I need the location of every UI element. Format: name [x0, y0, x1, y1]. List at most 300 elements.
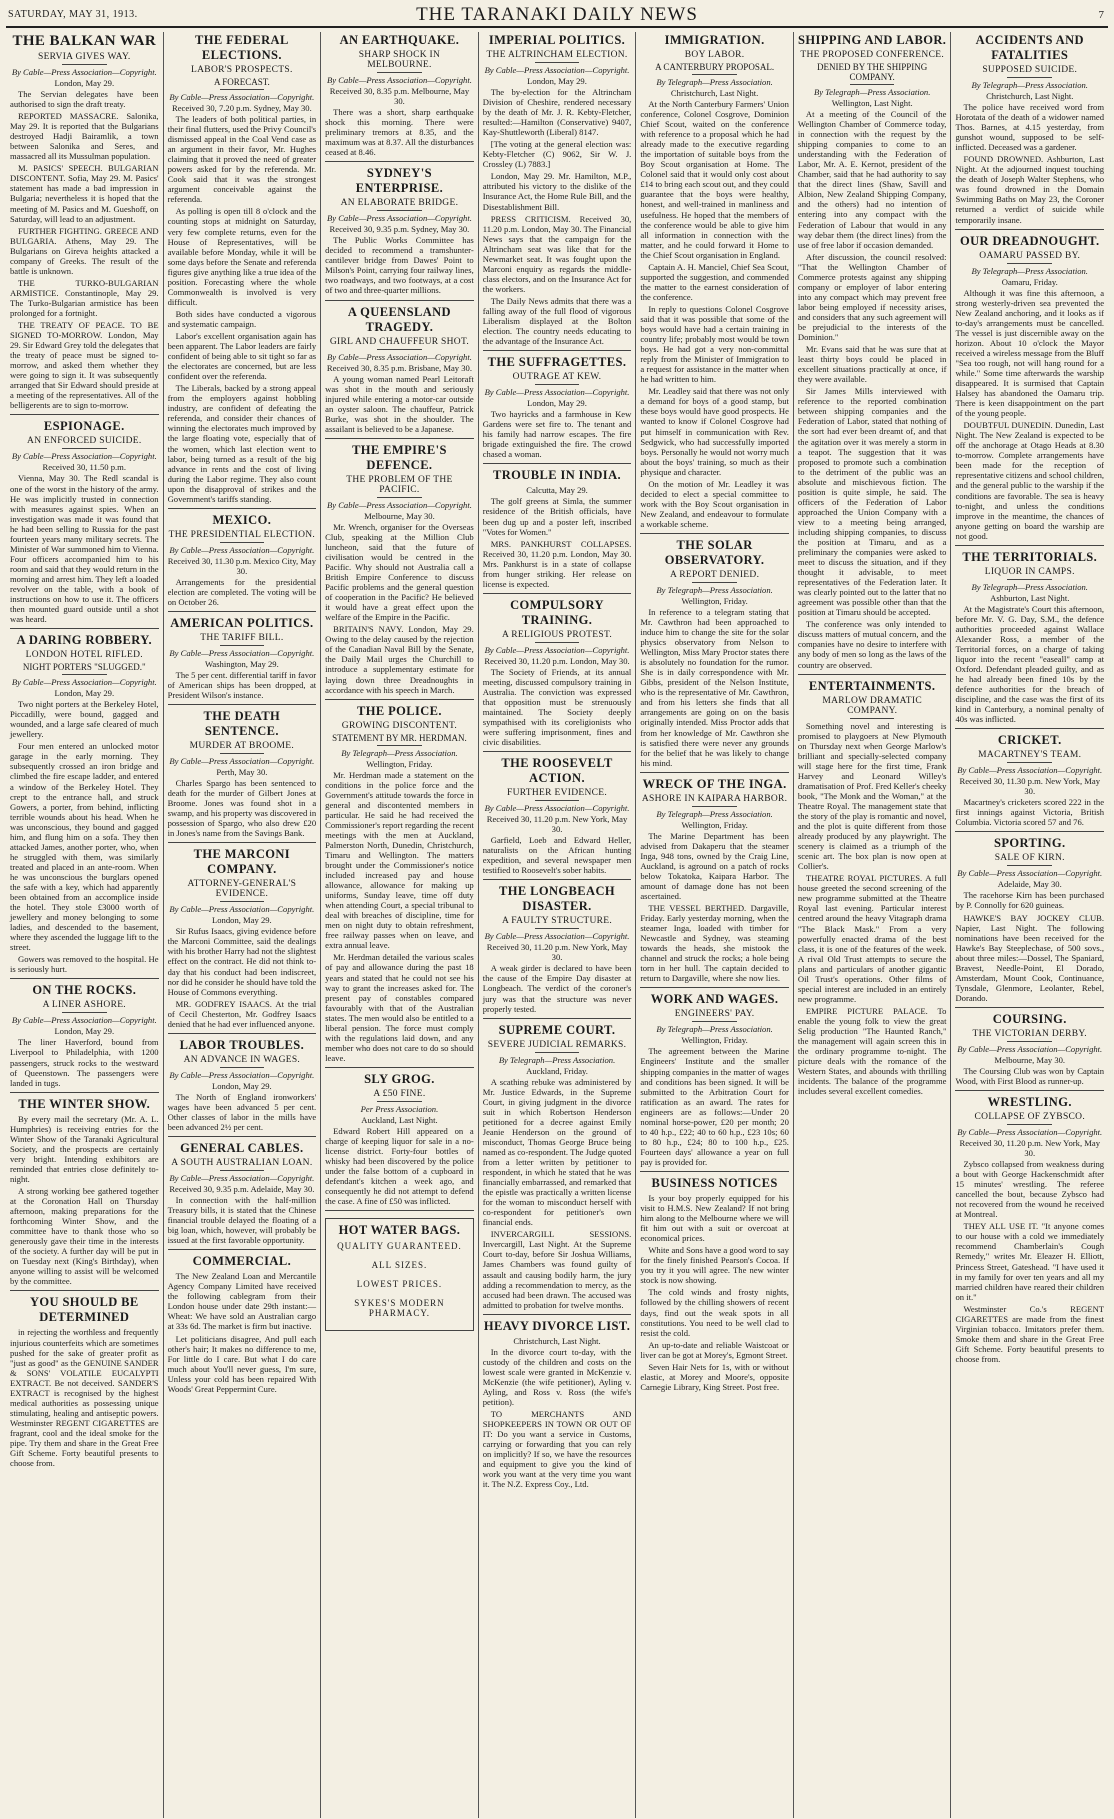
article	[10, 978, 159, 1087]
byline: By Cable—Press Association—Copyright.	[169, 647, 315, 658]
article	[955, 545, 1104, 725]
article	[955, 728, 1104, 827]
advertisement	[325, 1218, 474, 1331]
divider	[1007, 77, 1052, 78]
headline: THE EMPIRE'S DEFENCE.	[352, 442, 447, 472]
divider	[62, 448, 107, 449]
byline: By Cable—Press Association—Copyright.	[957, 765, 1103, 776]
page-number: 7	[1098, 9, 1104, 21]
paragraph: The agreement between the Marine Engineers' Institute and the smaller shipping companies in the matter of wages and conditions has been signed. It will be submitted to the Arbitration Court for ratification as an award. The rates for engineers are as follows:—Under 20 nominal horse-power, £20 per month; 20 to 40 h.p., £22; 40 to 60 h.p., £23 10s; 60 to 80 h.p., £24; 80 to 100 h.p., £25. Fourteen days' allowance a year on full pay is provided for.	[640, 1046, 789, 1167]
divider	[220, 753, 265, 754]
subheadline: SUPPOSED SUICIDE.	[982, 65, 1078, 75]
paragraph: Let politicians disagree, And pull each other's hair; It makes no difference to me, For little do I care. But what I do care much about You'll never guess, I'm sure, Unless your cold has been repaired With Woods' Great Peppermint Cure.	[167, 1333, 317, 1394]
divider	[535, 1052, 580, 1053]
subheadline: ASHORE IN KAIPARA HARBOR.	[641, 793, 788, 804]
dateline: London, May 29.	[212, 915, 272, 926]
headline: A QUEENSLAND TRAGEDY.	[347, 304, 451, 334]
divider	[535, 928, 580, 929]
subheadline: MARLOW DRAMATIC COMPANY.	[822, 695, 922, 716]
paragraph: Sir James Mills interviewed with reference to the reported combination between shipping companies and the Federation of Labor, stated that nothing of the sort had ever been dreamt of, and that the agitation over it was merely a storm in a teapot. The suggestion that it was proposed to promote such a combination to the detriment of the public was an absolute and mischievous fiction. The position is quite simple, he said. The officers of the Federation of Labor approached the Union Company with a view to a meeting being arranged, including shipping companies, to discuss the position at Timaru, and as a preliminary the companies were asked to meet to discuss the situation, and if they thought it advisable, to meet representatives of the Federation later. It was clearly pointed out to the latter that no agreement was possible other than that the position at Timaru should be accepted.	[797, 386, 947, 618]
dateline: Calcutta, May 29.	[526, 485, 588, 496]
headline: COURSING.	[992, 1011, 1067, 1026]
headline: THE DEATH SENTENCE.	[203, 709, 281, 739]
subheadline: A £50 FINE.	[373, 1088, 426, 1099]
column-6	[793, 32, 951, 1818]
article	[168, 704, 317, 838]
byline: By Cable—Press Association—Copyright.	[957, 1043, 1103, 1054]
subheadline: BOY LABOR.	[684, 50, 745, 60]
paragraph: The racehorse Kirn has been purchased by P. Connolly for 620 guineas.	[955, 890, 1105, 911]
paragraph: The conference was only intended to discuss matters of mutual concern, and the companies have no desire to interfere with any body of men so long as the laws of the country are observed.	[797, 619, 947, 670]
subheadline: SEVERE JUDICIAL REMARKS.	[487, 1039, 627, 1050]
dateline: London, May 29.	[527, 76, 587, 86]
dateline: Wellington, Friday.	[681, 819, 748, 830]
byline: By Telegraph—Press Association.	[813, 87, 931, 97]
divider	[377, 72, 422, 73]
subheadline: A LINER ASHORE.	[42, 1000, 126, 1011]
paragraph: FOUND DROWNED. Ashburton, Last Night. At the adjourned inquest touching the death of Joseph Walter Stephens, who was found drowned in the Domain Swimming Baths on May 23, the Coroner returned a verdict of suicide while temporarily insane.	[955, 154, 1105, 225]
subheadline-secondary: A CANTERBURY PROPOSAL.	[655, 62, 775, 72]
paragraph: The golf greens at Simla, the summer residence of the British officials, have been dug up and a poster left, inscribed "Votes for Women."	[482, 496, 632, 537]
article	[10, 1290, 159, 1468]
divider	[220, 645, 265, 646]
divider	[850, 718, 895, 719]
headline: THE BALKAN WAR	[12, 33, 157, 49]
paragraph: In reply to questions Colonel Cosgrove said that it was possible that some of the boys would have had a certain training in country life; probably most would be town boys. He had got a very non-committal reply from the Minister of Immigration to a request for assistance in the matter when he had written to him.	[640, 303, 789, 385]
masthead	[6, 4, 1108, 28]
paragraph: Seven Hair Nets for 1s, with or without elastic, at Morey and Moore's, opposite Carnegie Library, King Street. Post free.	[640, 1361, 789, 1392]
dateline: Wellington, Friday.	[681, 1035, 748, 1046]
divider	[62, 64, 107, 65]
paragraph: A young woman named Pearl Leitoraft was shot in the mouth and seriously injured while entering a motor-car outside an oyster saloon. The chauffeur, Patrick Burke, was shot in the shoulder. The assailant is believed to be a Japanese.	[325, 373, 474, 434]
article	[168, 1033, 317, 1132]
dateline: Received 30, 9.35 p.m. Sydney, May 30.	[329, 224, 470, 235]
headline: AN EARTHQUAKE.	[339, 33, 460, 47]
dateline: Received 30, 8.35 p.m. Brisbane, May 30.	[326, 362, 472, 373]
paragraph: Mr. Herdman made a statement on the conditions in the police force and the Government's attitude towards the force in general and discontented members in particular. He said he had received the Commissioner's report regarding the recent meetings with the men at Auckland, Palmerston North, Dunedin, Christchurch, Timaru and Wellington. The matters brought under the Commissioner's notice included increased pay and house allowance, allowance for making up uniforms, Sunday leave, time off duty when attending Court, a special tribunal to deal with breaches of discipline, time for men on night duty to obtain refreshment, free railway passes when on leave, and extra annual leave.	[325, 769, 474, 951]
subheadline: GIRL AND CHAUFFEUR SHOT.	[329, 336, 470, 347]
paragraph: BRITAIN'S NAVY. London, May 29. Owing to the delay caused by the rejection of the Canadian Naval Bill by the Senate, the Daily Mail urges the Churchill to introduce a supplementary estimate for laying down three Dreadnoughts in accordance with his speech in March.	[325, 624, 474, 695]
subheadline: FURTHER EVIDENCE.	[506, 788, 608, 799]
paragraph: The Daily News admits that there was a falling away of the full flood of vigorous Liberalism displayed at the Bolton election. The country needs educating to the advantage of the Insurance Act.	[482, 295, 632, 347]
paragraph: Two hayricks and a farmhouse in Kew Gardens were set fire to. The tenant and his family had narrow escapes. The fire brigade extinguished the fire. The crowd chased a woman.	[482, 409, 632, 460]
paragraph: The Liberals, backed by a strong appeal from the employers against hobbling industry, are confident of defeating the referenda, and consider their chances of winning the electorates much improved by the large floating vote, especially that of the women, which last election went to labor, being turned as a result of the big advance in rents and the cost of living during the Labor regime. They also count upon the disapproval of strikes and the Government's tariffs standing.	[167, 383, 317, 504]
divider	[692, 1021, 737, 1022]
paragraph: The New Zealand Loan and Mercantile Agency Company Limited have received the following cablegram from their London house under date 29th instant:—Wheat: We have sold an Australian cargo at 33s 6d. The market is firm but inactive.	[167, 1271, 317, 1332]
headline: THE TERRITORIALS.	[962, 549, 1098, 564]
headline: ESPIONAGE.	[43, 419, 125, 434]
paragraph: MRS. PANKHURST COLLAPSES. Received 30, 11.20 p.m. London, May 30. Mrs. Pankhurst is in a state of collapse from hunger striking. Her release on license is expected.	[482, 538, 632, 589]
column-2	[163, 32, 321, 1818]
byline: By Telegraph—Press Association.	[656, 77, 773, 87]
byline: By Cable—Press Association—Copyright.	[484, 65, 630, 75]
subheadline: A RELIGIOUS PROTEST.	[501, 629, 613, 640]
dateline: Melbourne, May 30.	[994, 1054, 1066, 1065]
headline: MEXICO.	[212, 512, 272, 527]
paragraph: Two night porters at the Berkeley Hotel, Piccadilly, were bound, gagged and wounded, and a large safe cleared of much jewellery.	[10, 699, 159, 740]
paragraph: White and Sons have a good word to say for the finely finished Pearson's Cocoa. If you try it you will agree. The new winter stock is now showing.	[640, 1245, 789, 1286]
article	[483, 751, 632, 875]
headline: WRESTLING.	[987, 1095, 1072, 1110]
subheadline: SERVIA GIVES WAY.	[37, 52, 131, 62]
subheadline: LABOR'S PROSPECTS.	[191, 65, 293, 75]
paragraph: DOUBTFUL DUNEDIN. Dunedin, Last Night. The New Zealand is expected to be off the anchorage at Otago Heads at 8.30 to-morrow. Complete arrangements have been made for the reception of representative citizens and school children, and the general public to the warship if the conditions are favorable. The sea is heavy to-night, and unless the conditions improve in the meantime, the chances of anyone getting on board the warship are not good.	[955, 420, 1105, 541]
divider	[62, 674, 107, 675]
article	[325, 699, 474, 1063]
dateline: London, May 29.	[212, 1080, 272, 1091]
article	[483, 593, 632, 747]
article	[640, 533, 789, 768]
divider	[220, 542, 265, 543]
divider	[220, 1170, 265, 1171]
dateline: Received 30, 11.30 p.m. New York, May 30.	[959, 776, 1101, 797]
subheadline: GROWING DISCONTENT.	[341, 720, 458, 731]
byline: Per Press Association.	[360, 1103, 439, 1114]
headline: OUR DREADNOUGHT.	[960, 233, 1100, 248]
headline: SHIPPING AND LABOR.	[798, 33, 947, 47]
paragraph: At a meeting of the Council of the Wellington Chamber of Commerce today, in connection with the request by the shipping companies to come to an understanding with the Federation of Labor, Mr. A. E. Kernot, president of the Chamber, said that he had authority to say that the direct lines (Shaw, Savill and Albion, New Zealand Shipping Company, and the others) had no intention of entering into any compact with the Federation of Labour that would in any way debar them (the direct lines) from the use of free labor if occasion demanded.	[797, 109, 947, 250]
paragraph: By every mail the secretary (Mr. A. L. Humphries) is receiving entries for the Winter Show of the Taranaki Agricultural Society, and the prospects are certainly very bright. Intending exhibitors are reminded that entries close definitely to-night.	[10, 1113, 159, 1184]
paragraph: The liner Haverford, bound from Liverpool to Philadelphia, with 1200 passengers, struck rocks to the westward of Queenstown. The passengers were landed in tugs.	[10, 1037, 159, 1088]
headline: GENERAL CABLES.	[180, 1141, 304, 1155]
paragraph: There was a short, sharp earthquake shock this morning. There were preliminary tremors at 8.35, and the maximum was at 8.37. All the disturbances ceased at 8.46.	[325, 107, 474, 158]
subheadline: MURDER AT BROOME.	[189, 741, 295, 752]
article	[168, 1249, 317, 1394]
dateline: Received 30, 11.20 p.m. New York, May 30.	[959, 1138, 1101, 1159]
headline: THE SUFFRAGETTES.	[487, 355, 627, 370]
dateline: London, May 29.	[527, 398, 587, 409]
dateline: Received 30, 8.35 p.m. Melbourne, May 30.	[329, 86, 470, 106]
article	[325, 1067, 474, 1206]
headline: LABOR TROUBLES.	[179, 1037, 305, 1052]
divider	[377, 210, 422, 211]
paragraph: EMPIRE PICTURE PALACE. To enable the young folk to view the great Selig production "The Haunted Ranch," the management will again screen this in the ordinary programme to-night. The picture deals with the romance of the Western States, and abounds with thrilling incidents. The balance of the programme includes several excellent comedies.	[797, 1005, 947, 1097]
divider	[1007, 762, 1052, 763]
headline: IMPERIAL POLITICS.	[488, 33, 626, 47]
paragraph: Labor's excellent organisation again has been apparent. The Labor leaders are fairly confident of being able to sit tight so far as the electorates are concerned, but are less confident over the referenda.	[167, 330, 317, 382]
article	[955, 1007, 1104, 1086]
byline: By Cable—Press Association—Copyright.	[326, 351, 472, 362]
byline: By Cable—Press Association—Copyright.	[169, 1173, 315, 1183]
headline: SYDNEY'S ENTERPRISE.	[355, 166, 444, 196]
subheadline: ATTORNEY-GENERAL'S EVIDENCE.	[187, 879, 297, 900]
paragraph: Is your boy properly equipped for his visit to H.M.S. New Zealand? If not bring him along to the Melbourne where we will fit him out with a suit or overcoat at economical prices.	[640, 1192, 789, 1244]
subheadline: A FAULTY STRUCTURE.	[501, 916, 613, 927]
article	[168, 33, 317, 504]
byline: By Cable—Press Association—Copyright.	[957, 1127, 1103, 1138]
byline: By Cable—Press Association—Copyright.	[11, 451, 157, 462]
paragraph: Gowers was removed to the hospital. He is seriously hurt.	[10, 954, 159, 975]
paragraph: Although it was fine this afternoon, a strong westerly-driven sea prevented the New Zealand anchoring, and it looks as if to-day's arrangements must be cancelled. The vessel is just discernible away on the horizon. About 10 o'clock the Mayor received a wireless message from the Bluff "Sea too rough, not will hang round for a while." Some time afterwards the warship disappeared. It is surmised that Captain Halsey has abandoned the Oamaru trip. There is keen disappointment on the part of the young people.	[955, 287, 1105, 419]
byline: By Cable—Press Association—Copyright.	[326, 213, 472, 224]
paragraph: Captain A. H. Manciel, Chief Sea Scout, supported the suggestion, and commended the matter to the earnest consideration of the conference.	[640, 261, 789, 302]
paragraph: in rejecting the worthless and frequently injurious counterfeits which are sometimes pushed for the sake of greater profit as "just as good" as the GENUINE SANDER & SONS' VOLATILE EUCALYPTI EXTRACT. Be not deceived. SANDER'S EXTRACT is recognised by the highest medical authorities as possessing unique stimulating, healing and antiseptic powers. Westminster REGENT CIGARETTES are fragrant, cool and the ideal smoke for the pipe. Try them and share in the Great Free Gift Scheme. Forty beautiful presents to choose from.	[10, 1327, 159, 1469]
subheadline: LONDON HOTEL RIFLED.	[25, 650, 143, 661]
byline: By Cable—Press Association—Copyright.	[169, 756, 315, 767]
paragraph: HAWKE'S BAY JOCKEY CLUB. Napier, Last Night. The following nominations have been received for the Hawke's Bay Steeplechase, of 500 sovs., about three miles:—Dossel, The Spaniard, Bravest, Needle-Point, El Dorado, Amsterdam, Mount Cook, Continuance, Tynsdale, Glenmore, Leolanter, Rebel, Dorando.	[955, 912, 1105, 1003]
divider	[1007, 579, 1052, 580]
byline: By Telegraph—Press Association.	[971, 80, 1088, 90]
dateline: Received 30, 11.30 p.m. Mexico City, May 30.	[167, 555, 317, 576]
paragraph: A weak girder is declared to have been the cause of the Empire Day disaster at Longbeach. The verdict of the coroner's jury was that the structure was never properly tested.	[482, 963, 632, 1014]
paragraph: A scathing rebuke was administered by Mr. Justice Edwards, in the Supreme Court, in giving judgment in the divorce suit in which Robertson Henderson petitioned for a decree against Emily Jeanie Henderson on the ground of misconduct, Thomas George Bruce being named as co-respondent. The Judge quoted from a letter written by petitioner to respondent, in which he stated that he was financially embarrassed, and remarked that the epistle was practically a written license for the woman to misconduct herself with co-respondent for petitioner's own financial ends.	[482, 1076, 632, 1228]
dateline: Received 30, 11.50 p.m.	[42, 462, 127, 473]
article	[325, 161, 474, 295]
article	[168, 611, 317, 700]
paragraph: The cold winds and frosty nights, followed by the chilling showers of recent days, find out the weak spots in all constitutions. You need to be well clad to resist the cold.	[640, 1287, 789, 1338]
article	[325, 300, 474, 434]
subheadline: A SOUTH AUSTRALIAN LOAN.	[171, 1158, 313, 1168]
paragraph: REPORTED MASSACRE. Salonika, May 29. It is reported that the Bulgarians destroyed Hadji Bairamlik, a town between Salonika and Seres, and massacred all its Mussulman population.	[10, 111, 159, 162]
headline: THE POLICE.	[356, 703, 442, 718]
headline: AMERICAN POLITICS.	[170, 615, 314, 630]
columns-container	[6, 32, 1108, 1818]
subheadline: LIQUOR IN CAMPS.	[984, 566, 1075, 577]
paragraph: LOWEST PRICES.	[356, 1279, 443, 1290]
subheadline: COLLAPSE OF ZYBSCO.	[974, 1112, 1085, 1123]
dateline: Received 30, 9.35 p.m. Adelaide, May 30.	[169, 1184, 315, 1194]
dateline: Melbourne, May 30.	[364, 510, 435, 521]
subheadline: AN ENFORCED SUICIDE.	[27, 436, 142, 447]
dateline: Perth, May 30.	[216, 767, 268, 778]
dateline: Washington, May 29.	[204, 658, 279, 669]
byline: By Cable—Press Association—Copyright.	[484, 387, 630, 398]
subheadline-secondary: NIGHT PORTERS "SLUGGED."	[22, 662, 146, 673]
subheadline: A REPORT DENIED.	[669, 569, 760, 580]
dateline: Wellington, Friday.	[681, 595, 748, 606]
subheadline: SHARP SHOCK IN MELBOURNE.	[358, 50, 441, 70]
divider	[535, 62, 580, 63]
paragraph: In the divorce court to-day, with the custody of the children and costs on the lowest scale were granted in McKenzie v. McKenzie (the wife petitioner), Ayling v. Ayling, and Ross v. Ross (the wife's petition).	[482, 1346, 632, 1407]
headline: SPORTING.	[993, 836, 1066, 851]
article	[640, 33, 789, 529]
article	[10, 628, 159, 974]
article	[955, 1090, 1104, 1364]
headline: THE FEDERAL ELECTIONS.	[195, 33, 289, 62]
paragraph: On the motion of Mr. Leadley it was decided to elect a special committee to work with the Boy Scout organisation in New Zealand, and endeavour to formulate a workable scheme.	[640, 478, 789, 529]
divider	[535, 642, 580, 643]
headline: THE LONGBEACH DISASTER.	[499, 884, 616, 914]
dateline: Auckland, Last Night.	[361, 1114, 438, 1125]
subheadline: THE PROBLEM OF THE PACIFIC.	[346, 474, 453, 495]
divider	[1007, 865, 1052, 866]
divider	[692, 74, 737, 75]
headline: HEAVY DIVORCE LIST.	[483, 1318, 631, 1333]
paragraph: A strong working bee gathered together at the Coronation Hall on Thursday afternoon, making preparations for the forthcoming Winter Show, and the committee have to thank those who so generously gave their time in the interests of the society. A further day will be put in on Tuesday next (King's Birthday), when anyone willing to assist will be welcomed by the committee.	[10, 1185, 159, 1287]
subheadline-secondary: DENIED BY THE SHIPPING COMPANY.	[817, 62, 928, 82]
divider	[377, 349, 422, 350]
byline: By Cable—Press Association—Copyright.	[169, 904, 315, 915]
dateline: London, May 29.	[54, 78, 115, 88]
paragraph: The by-election for the Altrincham Division of Cheshire, rendered necessary by the death of Mr. J. R. Kebty-Fletcher, resulted:—Hamilton (Conservative) 9407, Kay-Shuttleworth (Liberal) 8147.	[482, 87, 632, 138]
paragraph: The Public Works Committee has decided to recommend a tramshunter-cantilever bridge from Dawes' Point to Milson's Point, carrying four railway lines, two roadways, and two footways, at a cost of two and three-quarter millions.	[325, 235, 474, 296]
column-1	[6, 32, 163, 1818]
headline: WRECK OF THE INGA.	[642, 776, 787, 791]
byline: By Cable—Press Association—Copyright.	[11, 1015, 157, 1026]
paragraph: Something novel and interesting is promised to playgoers at New Plymouth on Thursday next when George Marlow's brilliant and specially-selected company will stage here for the first time, Frank Harvey and Leonard Willey's dramatisation of Prof. Fred Keller's cheeky book, "The Monk and the Woman," at the Theatre Royal. The management state that the story of the play is romantic and novel, and the plot is quite different from those already produced by any playwright. The scenery is claimed as a triumph of the scenic art. The box plan is now open at Collier's.	[797, 720, 947, 872]
article	[483, 33, 632, 346]
subheadline-secondary: A FORECAST.	[213, 77, 270, 87]
subheadline: THE PROPOSED CONFERENCE.	[800, 50, 944, 60]
byline: By Cable—Press Association—Copyright.	[169, 1069, 315, 1080]
headline: ACCIDENTS AND FATALITIES	[975, 33, 1084, 62]
paragraph: Both sides have conducted a vigorous and systematic campaign.	[167, 308, 317, 329]
divider	[377, 745, 422, 746]
subheadline: THE VICTORIAN DERBY.	[972, 1028, 1087, 1039]
paragraph: INVERCARGILL SESSIONS. Invercargill, Last Night. At the Supreme Court to-day, before Sir Joshua Williams, James Chambers was found guilty of assault and causing bodily harm, the jury adding a recommendation to mercy, as the accused had been drawn. The accused was admitted to probation for twelve months.	[482, 1229, 632, 1310]
paragraph: THE TREATY OF PEACE. TO BE SIGNED TO-MORROW. London, May 29. Sir Edward Grey told the delegates that the treaty of peace must be signed to-morrow, and asked them whether they were going to sign it. It was subsequently arranged that Sir Edward should preside at a meeting of the representatives. All of the belligerents are to sign to-morrow.	[10, 320, 159, 411]
byline: By Telegraph—Press Association.	[971, 265, 1088, 276]
divider	[692, 582, 737, 583]
article	[955, 229, 1104, 541]
headline: COMPULSORY TRAINING.	[510, 597, 604, 627]
article	[10, 414, 159, 624]
divider	[1007, 263, 1052, 264]
newspaper-title: THE TARANAKI DAILY NEWS	[416, 4, 698, 25]
byline: By Telegraph—Press Association.	[971, 581, 1088, 592]
divider	[220, 1067, 265, 1068]
article	[325, 33, 474, 157]
byline: By Cable—Press Association—Copyright.	[957, 868, 1103, 879]
paragraph: Charles Spargo has been sentenced to death for the murder of Gilbert Jones at Broome. Jones was found shot in a swamp, and his property was discovered in possession of Spargo, who also drew £20 in Jones's name from the Savings Bank.	[167, 778, 317, 839]
paragraph: Sir Rufus Isaacs, giving evidence before the Marconi Committee, said the dealings with his brother Harry had not the slightest effect on the contract. He did not think to-day that his conduct had been indiscreet, nor did he consider he should have told the House of Commons everything.	[167, 926, 317, 997]
article	[168, 1136, 317, 1245]
headline: SLY GROG.	[364, 1071, 435, 1086]
divider	[220, 89, 265, 90]
dateline: Auckland, Friday.	[526, 1065, 588, 1076]
paragraph: The Marine Department has been advised from Dakaperu that the steamer Inga, 948 tons, owned by the Craig Line, Auckland, is aground on a patch of rocks below Tokatoka, Kaipara Harbor. The amount of damage done has not been ascertained.	[640, 830, 789, 901]
subheadline: SALE OF KIRN.	[994, 853, 1065, 864]
subheadline: ENGINEERS' PAY.	[674, 1009, 755, 1020]
dateline: Received 30, 11.20 p.m. London, May 30.	[484, 655, 630, 666]
paragraph: Garfield, Loeb and Edward Heller, naturalists on the African hunting expedition, and several newspaper men testified to Roosevelt's sober habits.	[482, 835, 632, 876]
headline: TROUBLE IN INDIA.	[493, 468, 622, 483]
article	[483, 350, 632, 459]
paragraph: Mr. Herdman detailed the various scales of pay and allowance during the past 18 years and stated that he could not see his way to grant the increases asked for. The present pay of constables compared favourably with that of the Australian states. The men would also be entitled to a liberal pension. The force must comply with the regulations laid down, and any member who does not care to do so should leave.	[325, 952, 474, 1063]
paragraph: FURTHER FIGHTING. GREECE AND BULGARIA. Athens, May 29. The Bulgarians on Gireva heights attacked a company of Greeks. The result of the battle is unknown.	[10, 225, 159, 276]
paragraph: ALL SIZES.	[371, 1260, 428, 1271]
byline: By Cable—Press Association—Copyright.	[169, 92, 315, 102]
headline: THE WINTER SHOW.	[18, 1096, 151, 1111]
article	[640, 772, 789, 984]
article	[798, 674, 947, 1097]
headline: CRICKET.	[997, 733, 1062, 748]
paragraph: SYKES'S MODERN PHARMACY.	[354, 1298, 445, 1319]
paragraph: Mr. Evans said that he was sure that at least thirty boys could be placed in excellent situations practically at once, if they were available.	[797, 344, 947, 385]
paragraph: The leaders of both political parties, in their final flutters, used the Privy Council's dismissed appeal in the Coal Vend case as an argument in their favor, Mr. Hughes claiming that it proved the need of greater powers asked for by the referenda. Mr. Cook said that it was the strongest argument conceivable against the referenda.	[167, 114, 317, 205]
paragraph: At the North Canterbury Farmers' Union conference, Colonel Cosgrove, Dominion Chief Scout, waited on the conference with reference to a proposal which he had already made to the executive regarding the importation of suitable boys from the Boy Scout organisation at Home. The Colonel said that it would only cost about £14 to bring each scout out, and they could guarantee that the boys were healthy, honest, and well-trained in manliness and usefulness. He hoped that the members of the conference would be able to give him all information in connection with the matter, and he could forward it Home to the Chief Scout organisation in England.	[640, 99, 789, 260]
divider	[377, 497, 422, 498]
subheadline-secondary: STATEMENT BY MR. HERDMAN.	[332, 732, 467, 743]
paragraph: M. PASICS' SPEECH. BULGARIAN DISCONTENT. Sofia, May 29. M. Pasics' statement has made a bad impression in Bulgaria; nevertheless it is hoped that the meeting of M. Pasics and M. Gueshoff, on Saturday, will lead to an adjustment.	[10, 163, 159, 224]
subheadline: MACARTNEY'S TEAM.	[978, 750, 1082, 761]
headline: A DARING ROBBERY.	[16, 633, 153, 648]
dateline: Received 30, 11.20 p.m. New York, May 30.	[486, 942, 628, 963]
paragraph: Four men entered an unlocked motor garage in the early morning. They subsequently crossed an iron bridge and climbed the fire escape ladder, and entered a window of the Berkeley Hotel. They crept to the entrance hall, and struck Gowers, a porter, from behind, inflicting terrible wounds about his head. When he was unconscious, they bound and gagged him, and flung him on a sofa. They then attacked James, another porter, who, when he struggled with them, was similarly treated and placed in an ante-room. When he was unconscious the burglars opened the safe with a key, which had apparently been obtained from an accomplice inside the hotel. They stole £3000 worth of jewellery and money belonging to some ladies, and descended to the basement, where they ascended the luggage lift to the street.	[10, 741, 159, 953]
headline: ENTERTAINMENTS.	[808, 678, 936, 693]
dateline: Adelaide, May 30.	[997, 879, 1062, 890]
paragraph: Edward Robert Hill appeared on a charge of keeping liquor for sale in a no-license district. Forty-four bottles of whisky had been discovered by the police under the false bottom of a cupboard in defendant's kitchen a week ago, and consequently he did not attempt to defend the case. A fine of £50 was inflicted.	[325, 1125, 474, 1207]
article	[10, 33, 159, 410]
dateline: Christchurch, Last Night.	[513, 1335, 601, 1346]
paragraph: Mr. Wrench, organiser for the Overseas Club, speaking at the Million Club luncheon, said that the future of civilisation would be centred in the Pacific. Why should not Australia call a British Empire Conference to discuss Pacific problems and the general question of cooperation in the Pacific? He believed it would have a great effect upon the welfare of the Empire in the Pacific.	[325, 521, 474, 623]
article	[325, 438, 474, 695]
paragraph: THEATRE ROYAL PICTURES. A full house greeted the second screening of the new programme submitted at the Theatre Royal last evening. Particular interest centred around the heavy Vitagraph drama "The Black Mask." From a very powerfully enacted drama of the best class, it is one of the features of the week. A rival Old Trust attempts to secure the plans and particulars of another gigantic Oil Trust's operations. Other films of special interest are included in an entirely new programme.	[797, 873, 947, 1004]
paragraph: The North of England ironworkers' wages have been advanced 5 per cent. Other classes of labor in the mills have been advanced 2½ per cent.	[167, 1091, 317, 1132]
article	[168, 508, 317, 607]
headline: THE MARCONI COMPANY.	[193, 847, 291, 877]
article	[325, 1210, 474, 1331]
paragraph: Arrangements for the presidential election are completed. The voting will be on October 26.	[167, 576, 317, 607]
byline: By Cable—Press Association—Copyright.	[484, 803, 630, 814]
article	[798, 33, 947, 670]
subheadline: THE ALTRINCHAM ELECTION.	[486, 50, 628, 60]
byline: By Cable—Press Association—Copyright.	[169, 544, 315, 555]
dateline: Wellington, Last Night.	[831, 98, 913, 108]
subheadline: THE PRESIDENTIAL ELECTION.	[168, 529, 316, 540]
paragraph: THEY ALL USE IT. "It anyone comes to our house with a cold we immediately recommend Chamberlain's Cough Remedy," writes Mr. Eleazer H. Elliott, Princess Street, Gateshead. "I have used it in my family for over ten years and all my married children have reared their children on it."	[955, 1221, 1105, 1302]
column-7	[950, 32, 1108, 1818]
paragraph: MR. GODFREY ISAACS. At the trial of Cecil Chesterton, Mr. Godfrey Isaacs denied that he had ever influenced anyone.	[167, 998, 317, 1029]
article	[10, 1092, 159, 1287]
divider	[220, 901, 265, 902]
paragraph: In reference to a telegram stating that Mr. Cawthron had been approached to induce him to change the site for the solar physics observatory from Nelson to Wellington, Miss Mary Proctor states there is absolutely no foundation for the rumor. She is in daily correspondence with Mr. Gibbs, president of the Nelson Institute, who is the representative of Mr. Cawthron, and from his letters she finds that all arrangements are going on on the basis originally intended. Miss Proctor adds that from her knowledge of Mr. Cawthron she is satisfied there were never any grounds for the belief that he was likely to change his mind.	[640, 606, 789, 768]
headline: THE SOLAR OBSERVATORY.	[664, 537, 765, 567]
column-3	[320, 32, 478, 1818]
headline: YOU SHOULD BE DETERMINED	[29, 1295, 139, 1325]
article	[483, 879, 632, 1013]
headline: HOT WATER BAGS.	[338, 1223, 461, 1238]
paragraph: The Coursing Club was won by Captain Wood, with First Blood as runner-up.	[955, 1065, 1105, 1086]
divider	[535, 384, 580, 385]
paragraph: Zybsco collapsed from weakness during a bout with George Hackenschmidt after 15 minutes' wrestling. The referee cancelled the bout, because Zybsco had not recovered from the wound he received at Montreal.	[955, 1159, 1105, 1220]
issue-date: SATURDAY, MAY 31, 1913.	[8, 9, 138, 20]
dateline: Wellington, Friday.	[366, 758, 433, 769]
divider	[1007, 1124, 1052, 1125]
byline: By Telegraph—Press Association.	[656, 808, 773, 819]
byline: By Telegraph—Press Association.	[341, 747, 458, 758]
subheadline: AN ADVANCE IN WAGES.	[183, 1054, 301, 1065]
divider	[850, 84, 895, 85]
article	[483, 1018, 632, 1310]
column-4	[478, 32, 636, 1818]
headline: THE ROOSEVELT ACTION.	[501, 756, 613, 786]
dateline: Christchurch, Last Night.	[670, 88, 759, 98]
article	[483, 463, 632, 588]
byline: By Cable—Press Association—Copyright.	[11, 67, 157, 77]
article	[483, 1314, 632, 1490]
paragraph: [The voting at the general election was: Kebty-Fletcher (C) 9062, Sir W. J. Crossley (L) 7883.]	[482, 139, 632, 170]
dateline: Oamaru, Friday.	[1001, 276, 1058, 287]
headline: WORK AND WAGES.	[650, 992, 779, 1007]
divider	[692, 806, 737, 807]
divider	[1007, 1041, 1052, 1042]
paragraph: THE TURKO-BULGARIAN ARMISTICE. Constantinople, May 29. The Turko-Bulgarian armistice has been prolonged for a fortnight.	[10, 277, 159, 318]
paragraph: Vienna, May 30. The Redl scandal is one of the worst in the history of the army. He was implicitly trusted in connection with measures against spies. When an investigation was made it was found that he had been selling to Russia for the past fourteen years many military secrets. The Minister of War summoned him to Vienna. Four officers accompanied him to his room and said that they would return in the morning and arrest him. They left a loaded revolver on the table, with a book of instructions on how to use it. The officers then mounted guard outside until a shot was heard.	[10, 473, 159, 625]
paragraph: In connection with the half-million Treasury bills, it is stated that the Chinese financial trouble delayed the floating of a big loan, which, however, will probably be issued at the first favorable opportunity.	[167, 1195, 317, 1246]
byline: By Cable—Press Association—Copyright.	[484, 644, 630, 655]
dateline: Ashburton, Last Night.	[990, 592, 1070, 603]
byline: By Cable—Press Association—Copyright.	[326, 75, 472, 85]
byline: By Cable—Press Association—Copyright.	[326, 499, 472, 510]
headline: IMMIGRATION.	[664, 33, 765, 47]
paragraph: The Society of Friends, at its annual meeting, discussed compulsory training in Australia. The conviction was expressed that opposition must be strenuously maintained. The Society deeply sympathised with its coreligionists who were suffering imprisonment, fines and civic disabilities.	[482, 666, 632, 748]
subheadline: AN ELABORATE BRIDGE.	[340, 198, 459, 209]
paragraph: Macartney's cricketers scored 222 in the first innings against Victoria, British Columbia. Victoria scored 57 and 76.	[955, 797, 1105, 828]
headline: ON THE ROCKS.	[32, 983, 137, 998]
subheadline: OUTRAGE AT KEW.	[512, 372, 602, 383]
dateline: London, May 29.	[54, 1026, 115, 1037]
